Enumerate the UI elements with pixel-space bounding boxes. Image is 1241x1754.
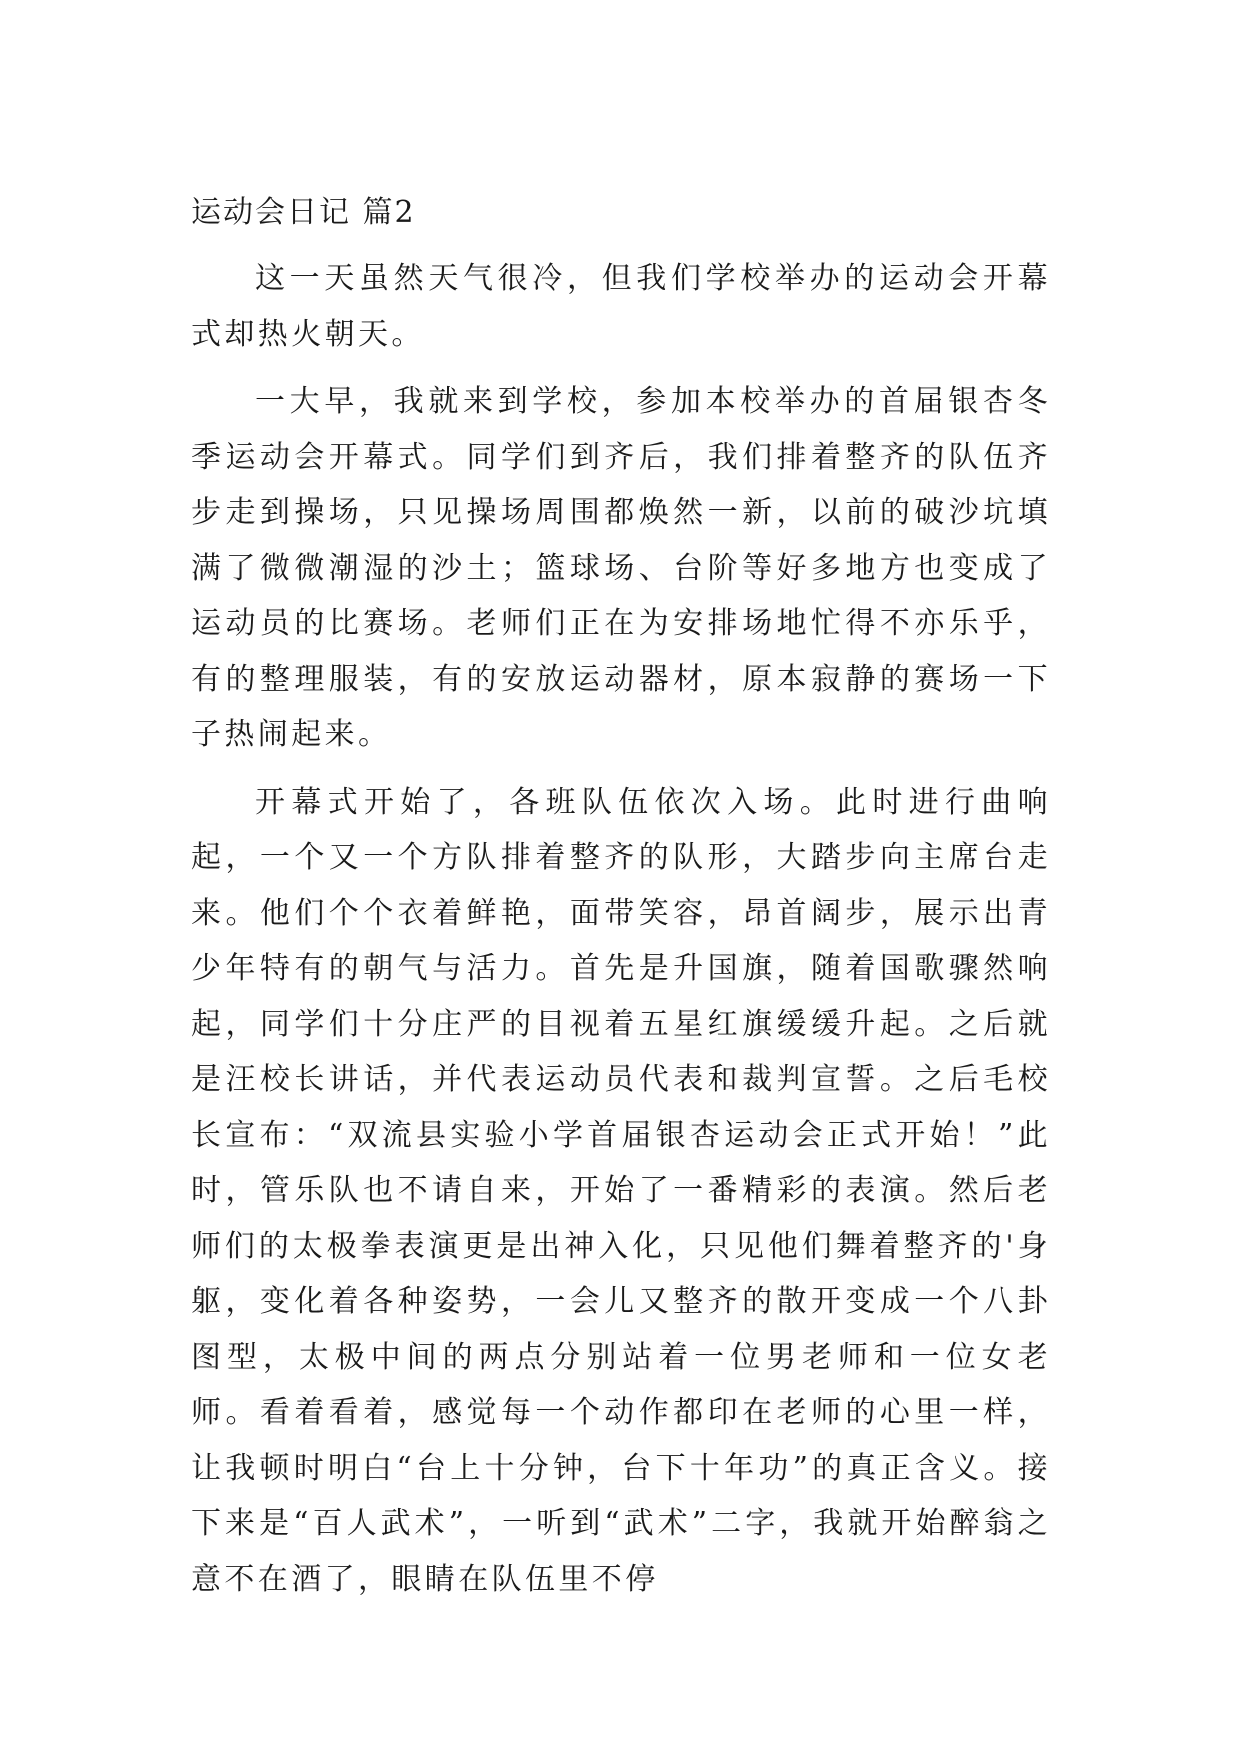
paragraph-1: 这一天虽然天气很冷，但我们学校举办的运动会开幕式却热火朝天。 <box>191 261 1051 352</box>
paragraph-2: 一大早，我就来到学校，参加本校举办的首届银杏冬季运动会开幕式。同学们到齐后，我们排着整齐的队伍齐步走到操场，只见操场周围都焕然一新，以前的破沙坑填满了微微潮湿的沙土；篮球场、台阶等好多地方也变成了运动员的比赛场。老师们正在为安排场地忙得不亦乐乎，有的整理服装，有的安放运动器材，原本寂静的赛场一下子热闹起来。 <box>191 384 1051 752</box>
document-page <box>191 185 1051 1607</box>
paragraph-3: 开幕式开始了，各班队伍依次入场。此时进行曲响起，一个又一个方队排着整齐的队形，大踏步向主席台走来。他们个个衣着鲜艳，面带笑容，昂首阔步，展示出青少年特有的朝气与活力。首先是升国旗，随着国歌骤然响起，同学们十分庄严的目视着五星红旗缓缓升起。之后就是汪校长讲话，并代表运动员代表和裁判宣誓。之后毛校长宣布：“双流县实验小学首届银杏运动会正式开始！”此时，管乐队也不请自来，开始了一番精彩的表演。然后老师们的太极拳表演更是出神入化，只见他们舞着整齐的'身躯，变化着各种姿势，一会儿又整齐的散开变成一个八卦图型，太极中间的两点分别站着一位男老师和一位女老师。看着看着，感觉每一个动作都印在老师的心里一样，让我顿时明白“台上十分钟，台下十年功”的真正含义。接下来是“百人武术”，一听到“武术”二字，我就开始醉翁之意不在酒了，眼睛在队伍里不停 <box>191 784 1051 1597</box>
document-title: 运动会日记 篇2 <box>191 195 416 230</box>
